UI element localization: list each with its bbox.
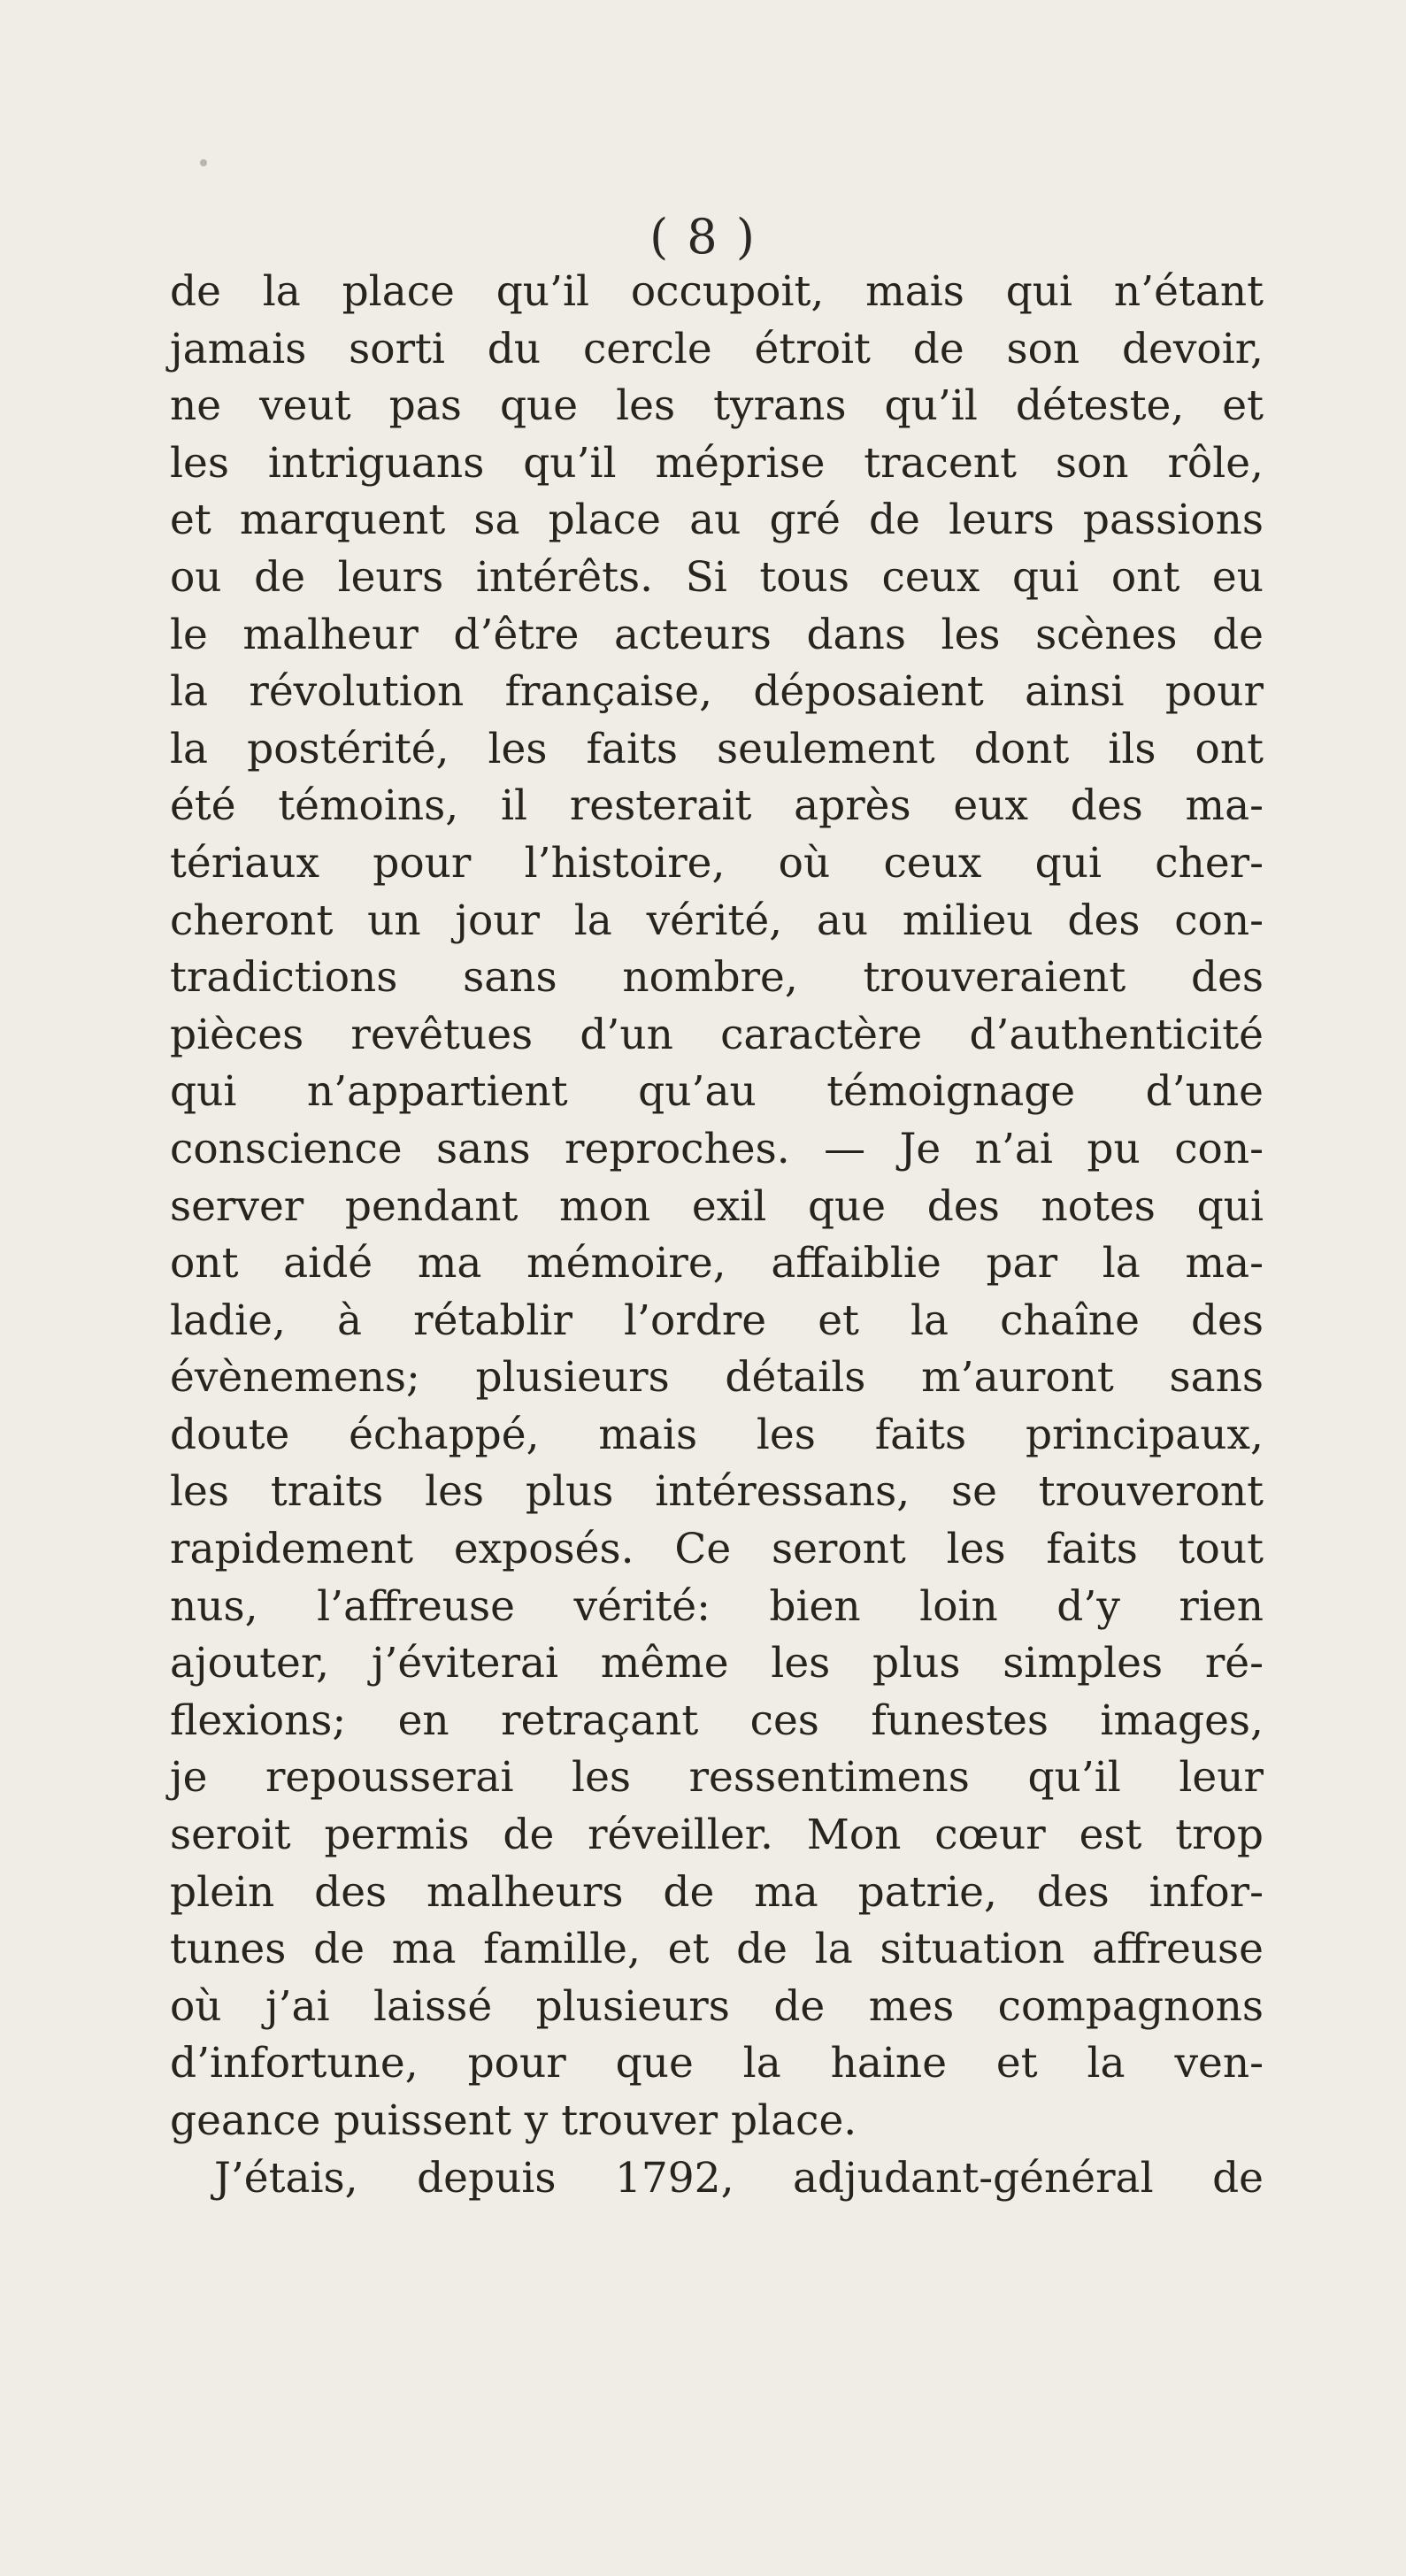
text-line: pièces revêtues d’un caractère d’authenticité xyxy=(170,1010,1264,1059)
text-line: d’infortune, pour que la haine et la ven- xyxy=(170,2039,1264,2088)
text-line: cheront un jour la vérité, au milieu des con- xyxy=(170,896,1264,945)
text-line: qui n’appartient qu’au témoignage d’une xyxy=(170,1067,1264,1117)
text-line: la révolution française, déposaient ainsi pour xyxy=(170,667,1264,717)
text-line: et marquent sa place au gré de leurs passions xyxy=(170,496,1264,545)
text-line: ajouter, j’éviterai même les plus simples ré- xyxy=(170,1639,1264,1688)
page-number: ( 8 ) xyxy=(649,209,757,265)
text-line: tradictions sans nombre, trouveraient des xyxy=(170,953,1264,1003)
text-line: les intriguans qu’il méprise tracent son rôle, xyxy=(170,438,1264,488)
text-line: rapidement exposés. Ce seront les faits tout xyxy=(170,1525,1264,1574)
text-line: ou de leurs intérêts. Si tous ceux qui ont eu xyxy=(170,552,1264,602)
text-line: les traits les plus intéressans, se trouveront xyxy=(170,1467,1264,1517)
text-line: doute échappé, mais les faits principaux, xyxy=(170,1410,1264,1459)
text-line: jamais sorti du cercle étroit de son devoir, xyxy=(170,324,1264,373)
text-line: ne veut pas que les tyrans qu’il déteste, et xyxy=(170,381,1264,431)
text-line: ladie, à rétablir l’ordre et la chaîne des xyxy=(170,1296,1264,1345)
text-line: conscience sans reproches. — Je n’ai pu con- xyxy=(170,1124,1264,1173)
paragraph-end-line: geance puissent y trouver place. xyxy=(170,2096,857,2145)
body-text xyxy=(170,264,1264,2207)
text-line: flexions; en retraçant ces funestes images, xyxy=(170,1696,1264,1745)
paragraph-start-line: J’étais, depuis 1792, adjudant-général de xyxy=(214,2153,1264,2203)
paper-speck xyxy=(200,159,207,166)
text-line: ont aidé ma mémoire, affaiblie par la ma- xyxy=(170,1239,1264,1288)
text-line: je repousserai les ressentimens qu’il leur xyxy=(170,1753,1264,1803)
text-line: la postérité, les faits seulement dont ils ont xyxy=(170,724,1264,773)
text-line: évènemens; plusieurs détails m’auront sans xyxy=(170,1353,1264,1403)
text-line: tunes de ma famille, et de la situation affreuse xyxy=(170,1925,1264,1974)
text-line: seroit permis de réveiller. Mon cœur est trop xyxy=(170,1811,1264,1860)
text-line: le malheur d’être acteurs dans les scènes de xyxy=(170,610,1264,659)
text-line: été témoins, il resterait après eux des ma- xyxy=(170,781,1264,831)
text-line: plein des malheurs de ma patrie, des infor- xyxy=(170,1867,1264,1917)
text-line: tériaux pour l’histoire, où ceux qui cher- xyxy=(170,838,1264,888)
text-line: où j’ai laissé plusieurs de mes compagnons xyxy=(170,1981,1264,2031)
text-line: server pendant mon exil que des notes qui xyxy=(170,1181,1264,1231)
text-line: nus, l’affreuse vérité: bien loin d’y rien xyxy=(170,1581,1264,1631)
text-line: de la place qu’il occupoit, mais qui n’étant xyxy=(170,267,1264,316)
